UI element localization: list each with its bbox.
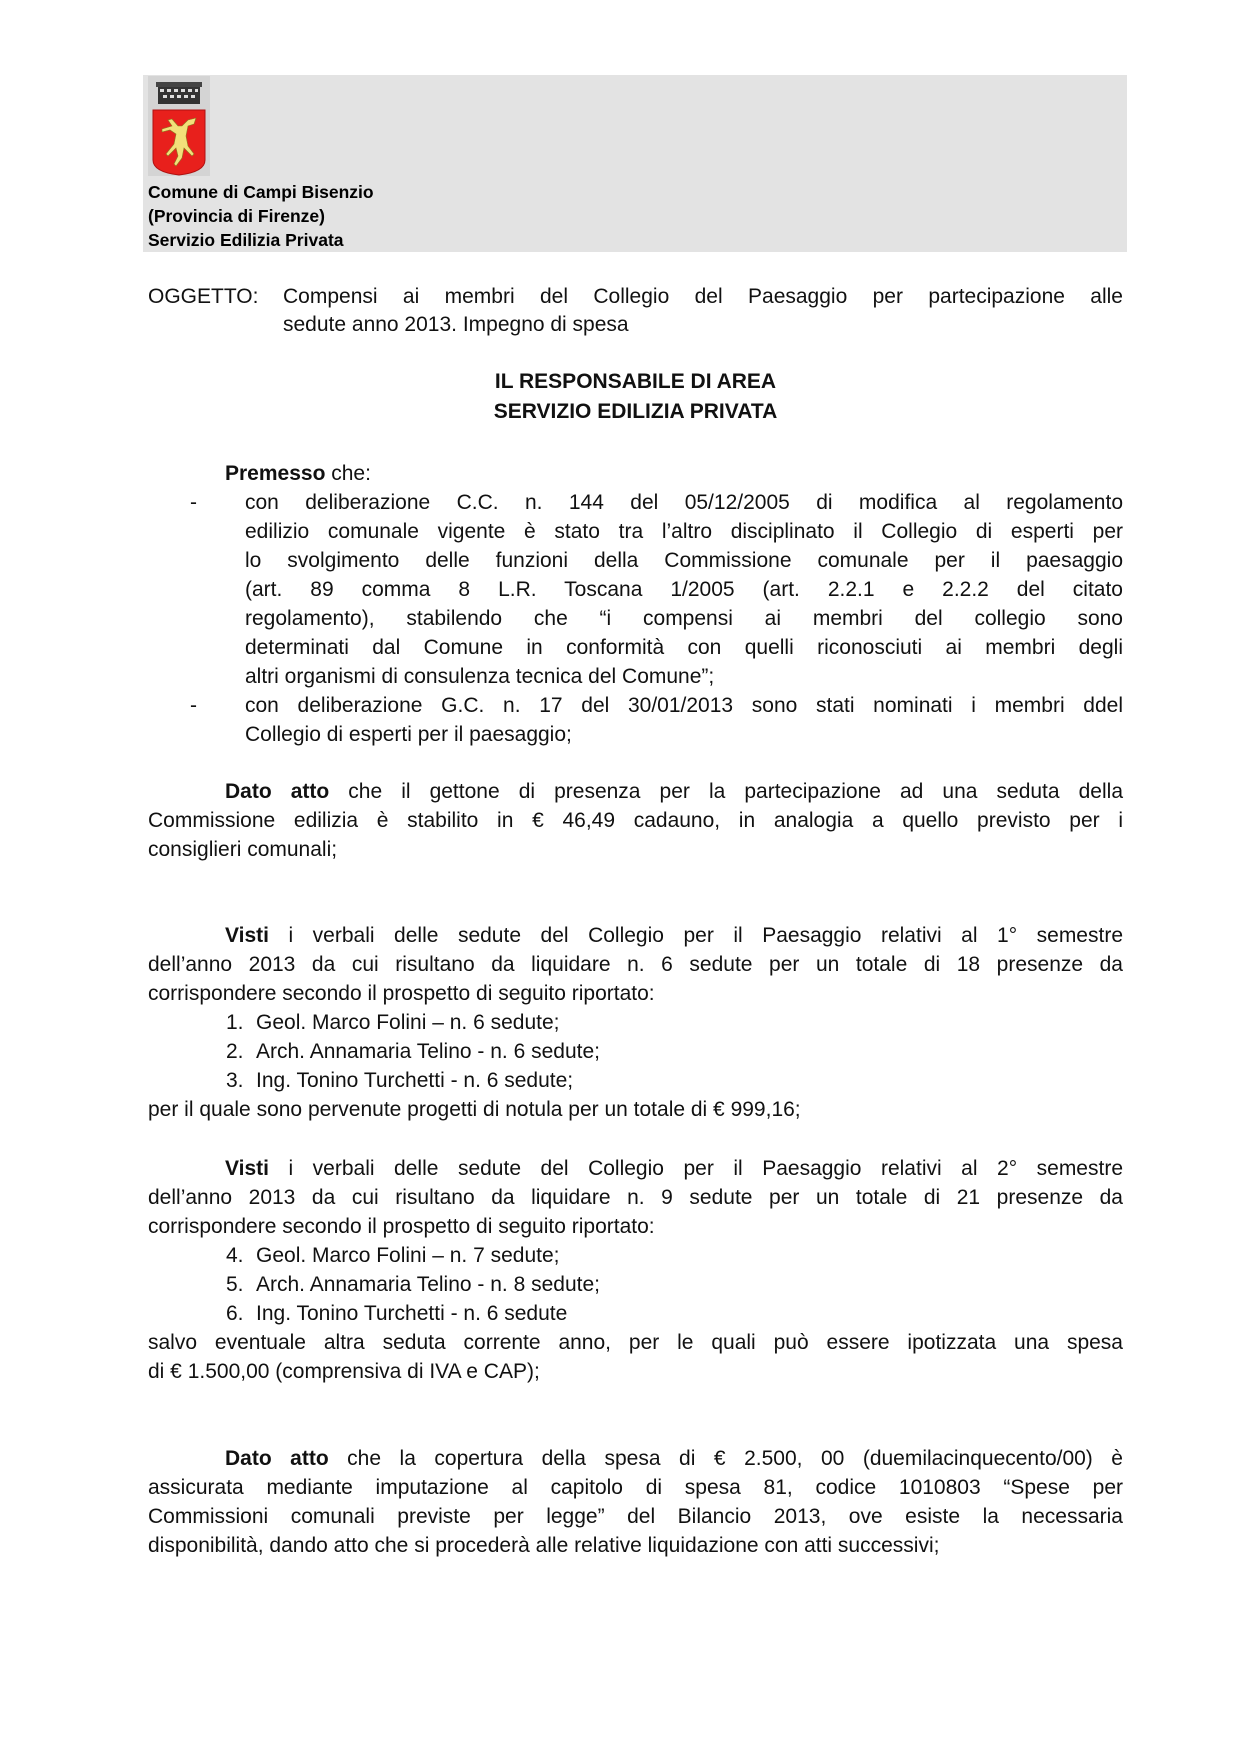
dato-atto-2-line-4: disponibilità, dando atto che si procederà alle relative liquidazione con atti successivi; <box>148 1534 940 1557</box>
coat-of-arms-icon <box>148 76 210 176</box>
bullet-1-line: regolamento), stabilendo che “i compensi ai membri del collegio sono <box>245 607 1123 630</box>
heading-subtitle: SERVIZIO EDILIZIA PRIVATA <box>493 400 778 423</box>
visti-label: Visti <box>225 1157 269 1180</box>
list-text: Geol. Marco Folini – n. 7 sedute; <box>256 1244 560 1267</box>
list-text: Ing. Tonino Turchetti - n. 6 sedute; <box>256 1069 574 1092</box>
dato-atto-1-line-2: Commissione edilizia è stabilito in € 46,49 cadauno, in analogia a quello previsto per i <box>148 809 1123 832</box>
premesso-label: Premesso <box>225 462 326 485</box>
subject-line-2: sedute anno 2013. Impegno di spesa <box>283 313 629 336</box>
bullet-dash: - <box>190 491 197 514</box>
bullet-1-line: edilizio comunale vigente è stato tra l’altro disciplinato il Collegio di esperti per <box>245 520 1123 543</box>
visti-1-line-1 <box>225 922 1123 950</box>
municipality-name: Comune di Campi Bisenzio <box>148 182 374 202</box>
list-item <box>226 1009 560 1037</box>
visti-2-line-1 <box>225 1155 1123 1183</box>
bullet-2-line: Collegio di esperti per il paesaggio; <box>245 723 572 746</box>
dato-atto-text: che la copertura della spesa di € 2.500, 00 (duemilacinquecento/00) è <box>328 1447 1123 1470</box>
visti-1-closing: per il quale sono pervenute progetti di notula per un totale di € 999,16; <box>148 1098 801 1121</box>
bullet-1-line: con deliberazione C.C. n. 144 del 05/12/2005 di modifica al regolamento <box>245 491 1123 514</box>
dato-atto-label: Dato atto <box>225 780 330 803</box>
visti-label: Visti <box>225 924 269 947</box>
dato-atto-2-line-3: Commissioni comunali previste per legge” del Bilancio 2013, ove esiste la necessaria <box>148 1505 1123 1528</box>
visti-text: i verbali delle sedute del Collegio per il Paesaggio relativi al 1° semestre <box>268 924 1123 947</box>
list-item <box>226 1271 600 1299</box>
crown-icon <box>156 82 202 104</box>
list-number: 1. <box>226 1011 244 1034</box>
bullet-1-line: altri organismi di consulenza tecnica del Comune”; <box>245 665 715 688</box>
list-text: Arch. Annamaria Telino - n. 8 sedute; <box>256 1273 600 1296</box>
bullet-1-line: lo svolgimento delle funzioni della Commissione comunale per il paesaggio <box>245 549 1123 572</box>
list-item <box>226 1038 600 1066</box>
list-number: 5. <box>226 1273 244 1296</box>
list-item <box>226 1067 573 1095</box>
visti-text: i verbali delle sedute del Collegio per il Paesaggio relativi al 2° semestre <box>268 1157 1123 1180</box>
premesso-intro <box>225 460 371 488</box>
visti-2-closing-1: salvo eventuale altra seduta corrente anno, per le quali può essere ipotizzata una spesa <box>148 1331 1123 1354</box>
list-item <box>226 1242 560 1270</box>
heading-title: IL RESPONSABILE DI AREA <box>494 370 777 393</box>
department-name: Servizio Edilizia Privata <box>148 230 344 250</box>
bullet-dash: - <box>190 694 197 717</box>
visti-2-line-3: corrispondere secondo il prospetto di seguito riportato: <box>148 1215 655 1238</box>
bullet-1-line: (art. 89 comma 8 L.R. Toscana 1/2005 (art. 2.2.1 e 2.2.2 del citato <box>245 578 1123 601</box>
list-text: Arch. Annamaria Telino - n. 6 sedute; <box>256 1040 600 1063</box>
bullet-1-line: determinati dal Comune in conformità con quelli riconosciuti ai membri degli <box>245 636 1123 659</box>
list-item <box>226 1300 567 1328</box>
list-number: 3. <box>226 1069 244 1092</box>
list-number: 2. <box>226 1040 244 1063</box>
dato-atto-1-line-3: consiglieri comunali; <box>148 838 338 861</box>
list-text: Ing. Tonino Turchetti - n. 6 sedute <box>256 1302 568 1325</box>
list-number: 6. <box>226 1302 244 1325</box>
visti-2-closing-2: di € 1.500,00 (comprensiva di IVA e CAP); <box>148 1360 540 1383</box>
subject-line-1: Compensi ai membri del Collegio del Paesaggio per partecipazione alle <box>283 285 1123 308</box>
subject-label: OGGETTO: <box>148 285 259 308</box>
list-number: 4. <box>226 1244 244 1267</box>
dato-atto-1-line-1 <box>225 778 1123 806</box>
bullet-2-line: con deliberazione G.C. n. 17 del 30/01/2013 sono stati nominati i membri ddel <box>245 694 1123 717</box>
province-name: (Provincia di Firenze) <box>148 206 325 226</box>
dato-atto-text: che il gettone di presenza per la partecipazione ad una seduta della <box>329 780 1123 803</box>
dato-atto-2-line-1 <box>225 1445 1123 1473</box>
premesso-rest: che: <box>325 462 371 485</box>
dato-atto-label: Dato atto <box>225 1447 329 1470</box>
dato-atto-2-line-2: assicurata mediante imputazione al capitolo di spesa 81, codice 1010803 “Spese per <box>148 1476 1123 1499</box>
visti-1-line-3: corrispondere secondo il prospetto di seguito riportato: <box>148 982 655 1005</box>
visti-1-line-2: dell’anno 2013 da cui risultano da liquidare n. 6 sedute per un totale di 18 presenze da <box>148 953 1123 976</box>
visti-2-line-2: dell’anno 2013 da cui risultano da liquidare n. 9 sedute per un totale di 21 presenze da <box>148 1186 1123 1209</box>
list-text: Geol. Marco Folini – n. 6 sedute; <box>256 1011 560 1034</box>
